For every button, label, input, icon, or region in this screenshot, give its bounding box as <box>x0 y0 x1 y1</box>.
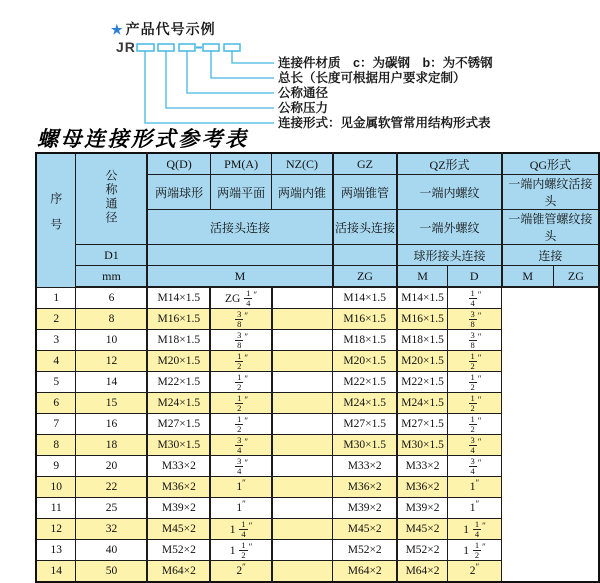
cell-seq: 8 <box>36 435 76 456</box>
nut-connection-table <box>35 152 600 583</box>
cell-qz-m <box>272 287 333 309</box>
table-row <box>36 561 599 583</box>
cell-dn: 15 <box>76 393 148 414</box>
header-qz-d: D <box>447 266 501 288</box>
cell-dn: 22 <box>76 477 148 498</box>
cell-dn: 20 <box>76 456 148 477</box>
cell-qz-d: M22×1.5 <box>333 372 398 393</box>
cell-gz-zg: 1 $\frac{1}{4}$ ″ <box>210 519 272 540</box>
table-row <box>36 309 599 330</box>
header-conn-qz: 一端外螺纹 <box>397 210 501 245</box>
cell-m: M14×1.5 <box>147 287 210 309</box>
cell-qg-m: M18×1.5 <box>397 330 447 351</box>
cell-qz-m <box>272 372 333 393</box>
star-icon: ★ <box>111 22 124 37</box>
cell-qz-m <box>272 309 333 330</box>
cell-seq: 1 <box>36 287 76 309</box>
cell-qg-zg: $\frac{1}{4}$ ″ <box>447 287 501 309</box>
cell-qz-m <box>272 477 333 498</box>
cell-qz-d: M36×2 <box>333 477 398 498</box>
cell-gz-zg: 1″ <box>210 477 272 498</box>
header-end-type-qz: 一端内螺纹 <box>397 175 501 210</box>
cell-qg-m: M27×1.5 <box>397 414 447 435</box>
code-box-2 <box>158 44 174 51</box>
cell-dn: 40 <box>76 540 148 561</box>
cell-seq: 10 <box>36 477 76 498</box>
cell-qz-d: M33×2 <box>333 456 398 477</box>
cell-qz-m <box>272 561 333 583</box>
cell-qg-m: M22×1.5 <box>397 372 447 393</box>
cell-seq: 12 <box>36 519 76 540</box>
cell-seq: 9 <box>36 456 76 477</box>
table-row <box>36 519 599 540</box>
table-row <box>36 287 599 309</box>
cell-qz-m <box>272 393 333 414</box>
cell-seq: 3 <box>36 330 76 351</box>
cell-qz-m <box>272 351 333 372</box>
header-end-type-pma: 两端平面 <box>210 175 272 210</box>
cell-qg-zg: 1″ <box>447 498 501 519</box>
cell-dn: 12 <box>76 351 148 372</box>
cell-m: M22×1.5 <box>147 372 210 393</box>
cell-qz-d: M30×1.5 <box>333 435 398 456</box>
cell-seq: 11 <box>36 498 76 519</box>
header-qg-zg: ZG <box>553 266 599 288</box>
header-mm: mm <box>76 266 148 288</box>
cell-qg-m: M33×2 <box>397 456 447 477</box>
cell-gz-zg: 1 $\frac{1}{2}$ ″ <box>210 540 272 561</box>
cell-m: M27×1.5 <box>147 414 210 435</box>
table-row <box>36 393 599 414</box>
connector-line-length <box>211 51 274 78</box>
cell-qg-zg: $\frac{1}{2}$ ″ <box>447 393 501 414</box>
cell-dn: 10 <box>76 330 148 351</box>
cell-qz-m <box>272 330 333 351</box>
cell-m: M18×1.5 <box>147 330 210 351</box>
header-conn-qg: 一端锥管螺纹接头 <box>502 210 599 245</box>
cell-qz-d: M39×2 <box>333 498 398 519</box>
cell-seq: 7 <box>36 414 76 435</box>
header-qg-m: M <box>502 266 554 288</box>
cell-qg-m: M52×2 <box>397 540 447 561</box>
cell-dn: 32 <box>76 519 148 540</box>
cell-qg-zg: 1 $\frac{1}{2}$ ″ <box>447 540 501 561</box>
header-joint-qg: 连接 <box>502 245 599 266</box>
cell-m: M30×1.5 <box>147 435 210 456</box>
table-row <box>36 435 599 456</box>
cell-qg-m: M64×2 <box>397 561 447 583</box>
connector-line-material <box>232 51 274 63</box>
cell-qz-m <box>272 540 333 561</box>
cell-m: M33×2 <box>147 456 210 477</box>
table-row <box>36 351 599 372</box>
cell-m: M36×2 <box>147 477 210 498</box>
cell-dn: 50 <box>76 561 148 583</box>
cell-qg-zg: $\frac{3}{8}$ ″ <box>447 309 501 330</box>
cell-m: M39×2 <box>147 498 210 519</box>
header-group-qg: QG形式 <box>502 153 599 175</box>
header-qz-m: M <box>397 266 447 288</box>
header-dn: 公称通径 <box>76 153 148 245</box>
cell-dn: 16 <box>76 414 148 435</box>
table-body <box>36 287 599 582</box>
cell-qg-m: M30×1.5 <box>397 435 447 456</box>
cell-seq: 13 <box>36 540 76 561</box>
cell-m: M45×2 <box>147 519 210 540</box>
code-box-5 <box>224 44 240 51</box>
header-ball-joint-qz: 球形接头连接 <box>397 245 501 266</box>
connector-line-form <box>145 51 274 123</box>
cell-qg-zg: $\frac{1}{2}$ ″ <box>447 351 501 372</box>
cell-qg-m: M39×2 <box>397 498 447 519</box>
cell-qz-d: M14×1.5 <box>333 287 398 309</box>
header-thread-m: M <box>147 266 332 288</box>
cell-qg-zg: $\frac{3}{4}$ ″ <box>447 435 501 456</box>
cell-m: M20×1.5 <box>147 351 210 372</box>
cell-gz-zg: $\frac{3}{4}$ ″ <box>210 435 272 456</box>
cell-seq: 2 <box>36 309 76 330</box>
cell-qg-m: M14×1.5 <box>397 287 447 309</box>
header-empty-qpmnz <box>147 245 332 266</box>
header-d1: D1 <box>76 245 148 266</box>
product-code-prefix: JR <box>116 39 136 55</box>
cell-qg-zg: $\frac{3}{4}$ ″ <box>447 456 501 477</box>
label-pressure: 公称压力 <box>278 101 329 115</box>
table-title: 螺母连接形式参考表 <box>37 127 249 151</box>
table-header <box>36 153 599 287</box>
cell-qz-m <box>272 498 333 519</box>
cell-qz-d: M64×2 <box>333 561 398 583</box>
table-row <box>36 498 599 519</box>
table-row <box>36 456 599 477</box>
cell-dn: 25 <box>76 498 148 519</box>
cell-qz-d: M24×1.5 <box>333 393 398 414</box>
cell-qz-d: M20×1.5 <box>333 351 398 372</box>
cell-qg-m: M20×1.5 <box>397 351 447 372</box>
cell-qg-m: M45×2 <box>397 519 447 540</box>
cell-gz-zg: 1″ <box>210 498 272 519</box>
cell-seq: 4 <box>36 351 76 372</box>
cell-qg-zg: 2″ <box>447 561 501 583</box>
header-group-nzc: NZ(C) <box>272 153 333 175</box>
cell-qz-m <box>272 456 333 477</box>
header-conn-gz: 活接头连接 <box>333 210 398 245</box>
cell-gz-zg: 2″ <box>210 561 272 583</box>
cell-gz-zg: $\frac{1}{2}$ ″ <box>210 351 272 372</box>
cell-m: M24×1.5 <box>147 393 210 414</box>
connector-line-diameter <box>187 51 274 93</box>
label-length: 总长（长度可根据用户要求定制） <box>278 71 466 85</box>
header-group-pma: PM(A) <box>210 153 272 175</box>
cell-gz-zg: $\frac{3}{4}$ ″ <box>210 456 272 477</box>
connector-line-pressure <box>166 51 274 108</box>
cell-qz-d: M27×1.5 <box>333 414 398 435</box>
header-end-type-nzc: 两端内锥 <box>272 175 333 210</box>
header-seq: 序号 <box>36 153 76 287</box>
cell-qz-d: M52×2 <box>333 540 398 561</box>
cell-dn: 18 <box>76 435 148 456</box>
cell-qg-zg: $\frac{3}{8}$ ″ <box>447 330 501 351</box>
header-empty-gz <box>333 245 398 266</box>
header-thread-zg: ZG <box>333 266 398 288</box>
table-row <box>36 330 599 351</box>
code-box-3 <box>179 44 195 51</box>
cell-dn: 8 <box>76 309 148 330</box>
cell-qg-zg: $\frac{1}{2}$ ″ <box>447 372 501 393</box>
label-diameter: 公称通径 <box>278 86 329 100</box>
header-group-gz: GZ <box>333 153 398 175</box>
table-row <box>36 540 599 561</box>
cell-m: M64×2 <box>147 561 210 583</box>
cell-gz-zg: $\frac{3}{8}$ ″ <box>210 309 272 330</box>
label-form: 连接形式：见金属软管常用结构形式表 <box>278 116 491 130</box>
cell-gz-zg: $\frac{1}{2}$ ″ <box>210 414 272 435</box>
table-row <box>36 477 599 498</box>
cell-gz-zg: $\frac{1}{2}$ ″ <box>210 372 272 393</box>
cell-seq: 14 <box>36 561 76 583</box>
cell-gz-zg: $\frac{1}{2}$ ″ <box>210 393 272 414</box>
header-end-type-gz: 两端锥管 <box>333 175 398 210</box>
cell-gz-zg: $\frac{3}{8}$ ″ <box>210 330 272 351</box>
cell-m: M16×1.5 <box>147 309 210 330</box>
cell-qg-m: M24×1.5 <box>397 393 447 414</box>
cell-qz-d: M18×1.5 <box>333 330 398 351</box>
cell-qg-zg: 1″ <box>447 477 501 498</box>
label-material: 连接件材质 c：为碳钢 b：为不锈钢 <box>278 56 493 70</box>
table-row <box>36 372 599 393</box>
cell-seq: 5 <box>36 372 76 393</box>
cell-qz-m <box>272 414 333 435</box>
cell-dn: 14 <box>76 372 148 393</box>
header-end-type-qg: 一端内螺纹活接头 <box>502 175 599 210</box>
cell-dn: 6 <box>76 287 148 309</box>
cell-qg-m: M36×2 <box>397 477 447 498</box>
cell-qg-m: M16×1.5 <box>397 309 447 330</box>
code-box-4 <box>203 44 219 51</box>
cell-m: M52×2 <box>147 540 210 561</box>
cell-seq: 6 <box>36 393 76 414</box>
code-box-1 <box>137 44 154 51</box>
header-group-qd: Q(D) <box>147 153 210 175</box>
cell-qz-m <box>272 435 333 456</box>
cell-qz-m <box>272 519 333 540</box>
cell-qz-d: M45×2 <box>333 519 398 540</box>
table-row <box>36 414 599 435</box>
cell-gz-zg: ZG $\frac{1}{4}$ ″ <box>210 287 272 309</box>
header-group-qz: QZ形式 <box>397 153 501 175</box>
cell-qz-d: M16×1.5 <box>333 309 398 330</box>
diagram-title-text: 产品代号示例 <box>125 21 216 37</box>
cell-qg-zg: $\frac{1}{2}$ ″ <box>447 414 501 435</box>
header-conn-qpmnz: 活接头连接 <box>147 210 332 245</box>
header-end-type-qd: 两端球形 <box>147 175 210 210</box>
cell-qg-zg: 1 $\frac{1}{4}$ ″ <box>447 519 501 540</box>
